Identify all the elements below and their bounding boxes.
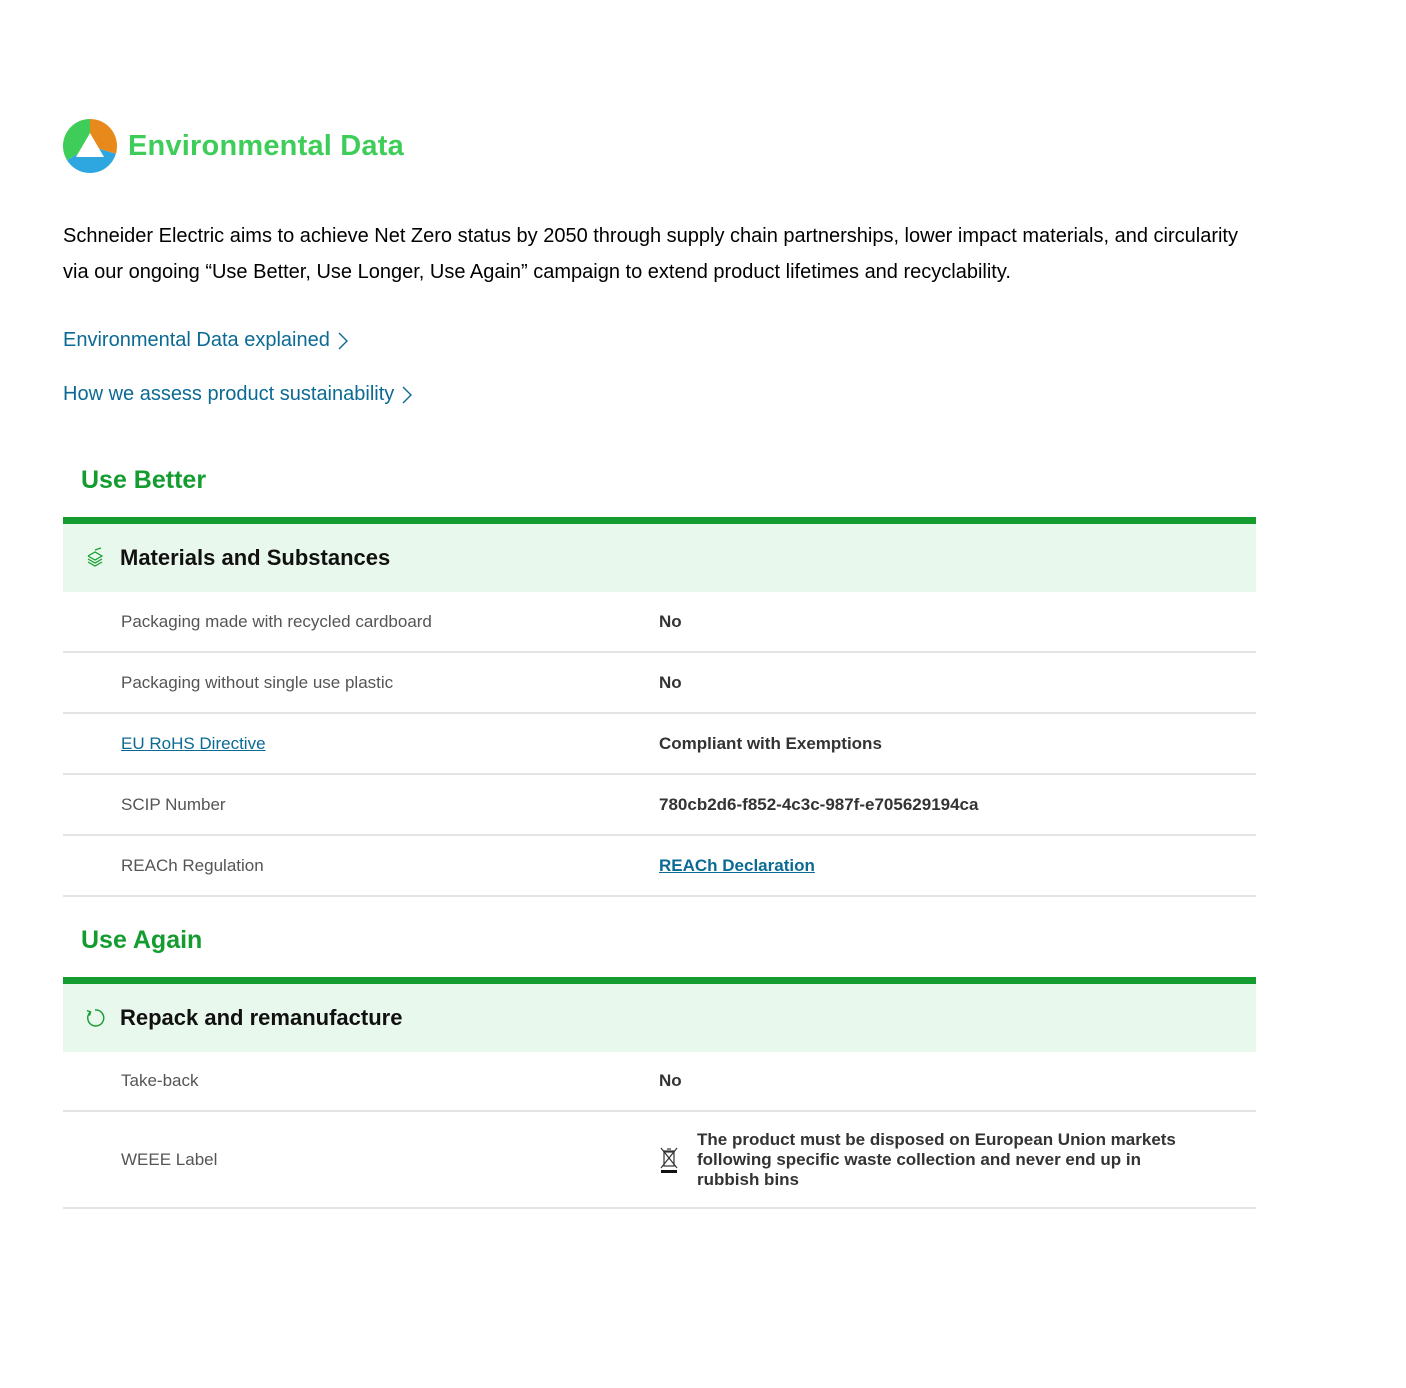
row-label: Take-back bbox=[121, 1071, 199, 1090]
environmental-data-logo-icon bbox=[63, 119, 117, 173]
refresh-icon bbox=[84, 1007, 106, 1029]
eu-rohs-directive-link[interactable]: EU RoHS Directive bbox=[121, 733, 266, 753]
repack-and-remanufacture-title: Repack and remanufacture bbox=[120, 1005, 403, 1030]
use-again-title: Use Again bbox=[81, 926, 203, 954]
chevron-right-icon bbox=[402, 386, 412, 404]
crossed-bin-icon bbox=[659, 1146, 679, 1174]
row-label: SCIP Number bbox=[121, 794, 226, 814]
how-we-assess-link[interactable] bbox=[63, 383, 412, 406]
table-row bbox=[63, 592, 1256, 653]
page-title: Environmental Data bbox=[128, 129, 404, 162]
layers-icon bbox=[84, 547, 106, 569]
weee-description: The product must be disposed on European Union markets following specific waste collection and never end up in rubbish bins bbox=[697, 1129, 1176, 1189]
row-label: Packaging made with recycled cardboard bbox=[121, 611, 432, 631]
environmental-data-explained-link[interactable] bbox=[63, 329, 348, 352]
environmental-data-explained-label: Environmental Data explained bbox=[63, 329, 330, 351]
row-label: WEEE Label bbox=[121, 1149, 218, 1169]
reach-declaration-link[interactable]: REACh Declaration bbox=[659, 855, 815, 875]
row-value: No bbox=[659, 672, 682, 692]
row-label: REACh Regulation bbox=[121, 855, 264, 875]
table-row bbox=[63, 1112, 1256, 1209]
materials-and-substances-section bbox=[63, 517, 1256, 897]
chevron-right-icon bbox=[338, 332, 348, 350]
materials-and-substances-title: Materials and Substances bbox=[120, 545, 391, 570]
row-value: No bbox=[659, 1071, 682, 1090]
row-value: No bbox=[659, 611, 682, 631]
repack-and-remanufacture-section bbox=[63, 977, 1256, 1209]
materials-and-substances-header bbox=[63, 524, 1256, 592]
weee-value bbox=[659, 1130, 1187, 1190]
table-row bbox=[63, 775, 1256, 836]
how-we-assess-label: How we assess product sustainability bbox=[63, 383, 395, 405]
repack-and-remanufacture-header bbox=[63, 984, 1256, 1052]
header bbox=[63, 118, 404, 174]
table-row bbox=[63, 653, 1256, 714]
section-divider bbox=[63, 977, 1256, 984]
table-row bbox=[63, 836, 1256, 897]
row-label: Packaging without single use plastic bbox=[121, 672, 394, 692]
intro-paragraph: Schneider Electric aims to achieve Net Zero status by 2050 through supply chain partnerships, lower impact materials, and circularity via our ongoing “Use Better, Use Longer, Use Again” campaign to extend product lifetimes and recyclability. bbox=[63, 225, 1238, 283]
use-better-title: Use Better bbox=[81, 466, 207, 494]
section-divider bbox=[63, 517, 1256, 524]
table-row bbox=[63, 1052, 1256, 1112]
scip-number-value: 780cb2d6-f852-4c3c-987f-e705629194ca bbox=[659, 794, 979, 814]
table-row bbox=[63, 714, 1256, 775]
row-value: Compliant with Exemptions bbox=[659, 733, 882, 753]
